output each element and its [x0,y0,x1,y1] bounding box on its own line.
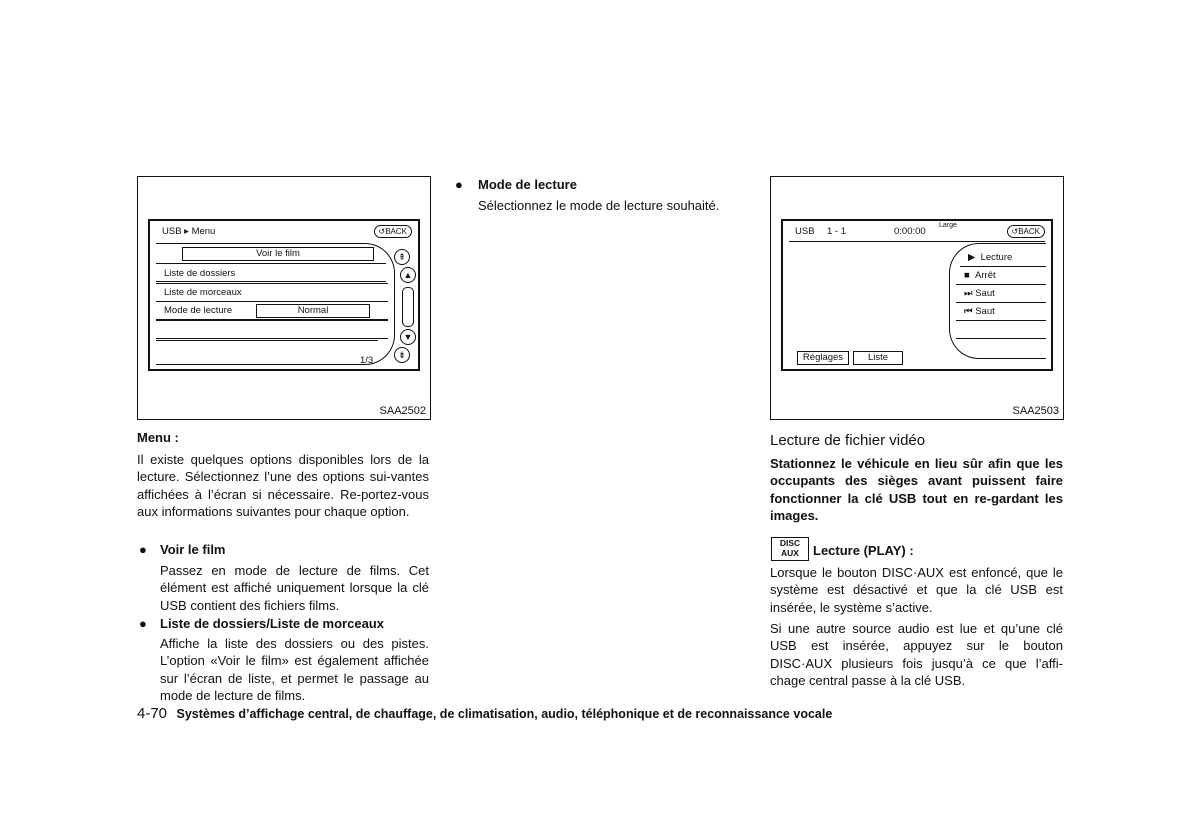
menu-row-mode-lecture[interactable]: Mode de lecture Normal [156,301,388,320]
track-label: 1 - 1 [827,226,847,237]
bullet-mode-lecture-title: Mode de lecture [478,177,577,192]
source-label: USB [795,226,815,237]
section-title: Lecture de fichier vidéo [770,432,926,449]
chapter-title: Systèmes d’affichage central, de chauffage, de climatisation, audio, téléphonique et de reconnaissance vocale [176,707,833,721]
skip-next-icon: ⏭ [964,288,973,299]
bullet-liste-text: Affiche la liste des dossiers ou des pistes. L’option «Voir le film» est également affichée sur l’écran de liste, et permet le passage au mode de lecture de films. [160,636,429,704]
menu-list-frame [156,243,395,365]
bullet-dot: ● [455,177,463,192]
voir-le-film-item[interactable]: Voir le film [182,247,374,261]
back-button[interactable]: ↺BACK [1007,225,1046,238]
page-number: 4-70 [137,705,168,722]
figure-code: SAA2502 [379,405,426,417]
back-button[interactable]: ↺BACK [374,225,413,238]
play-paragraph-1: Lorsque le bouton DISC·AUX est enfoncé, que le système est désactivé et que la clé USB est insérée, le système s’active. [770,565,1063,615]
menu-paragraph: Il existe quelques options disponibles lors de la lecture. Sélectionnez l’une des options sui-vantes affichées à l’écran si nécessaire. Re-portez-vous aux informations suivantes pour chaque option. [137,452,429,520]
control-saut-prev[interactable]: ⏮ Saut [956,303,1046,321]
menu-row-empty [156,320,388,339]
skip-prev-icon: ⏮ [964,306,973,317]
normal-value-box[interactable]: Normal [256,304,370,318]
time-label: 0:00:00 [894,226,926,237]
control-lecture[interactable]: ▶ Lecture [960,249,1046,267]
page-indicator: 1/3 [360,355,374,366]
warning-text: Stationnez le véhicule en lieu sûr afin que les occupants des sièges avant puissent faire fonctionner la clé USB tout en re-gardant les images. [770,456,1063,524]
bullet-dot: ● [139,542,147,557]
figure-usb-menu [137,176,431,420]
control-saut-next[interactable]: ⏭ Saut [956,285,1046,303]
play-paragraph-2: Si une autre source audio est lue et qu’une clé USB est insérée, appuyez sur le bouton DISC·AUX plusieurs fois jusqu’à ce que l’affi-chage central passe à la clé USB. [770,621,1063,689]
bullet-liste-title: Liste de dossiers/Liste de morceaux [160,616,384,631]
menu-row-empty [156,340,378,358]
bullet-dot: ● [139,616,147,631]
page-footer [137,705,832,722]
figure-video-playback [770,176,1064,420]
scroll-bottom-icon[interactable]: ⇟ [394,347,410,363]
menu-row-liste-dossiers[interactable]: Liste de dossiers [164,268,236,279]
bullet-mode-lecture-text: Sélectionnez le mode de lecture souhaité. [478,198,720,213]
figure-code: SAA2503 [1012,405,1059,417]
scroll-down-icon[interactable]: ▼ [400,329,416,345]
scroll-up-icon[interactable]: ▲ [400,267,416,283]
play-heading: Lecture (PLAY) : [813,543,914,558]
liste-button[interactable]: Liste [853,351,903,365]
bullet-voir-le-film-title: Voir le film [160,542,226,557]
video-screen [781,219,1053,371]
back-arrow-icon: ↺ [1011,227,1019,236]
back-arrow-icon: ↺ [378,227,386,236]
reglages-button[interactable]: Réglages [797,351,849,365]
screen-header-title: USB ▸ Menu [162,226,216,237]
scrollbar-track[interactable] [402,287,414,327]
menu-heading: Menu : [137,430,179,445]
mode-label: Large [939,222,957,229]
header-divider [789,241,1045,242]
control-panel [949,243,1046,359]
control-arret[interactable]: ■ Arrêt [956,267,1046,285]
menu-row-liste-morceaux[interactable]: Liste de morceaux [156,283,388,302]
bullet-voir-le-film-text: Passez en mode de lecture de films. Cet élément est affiché uniquement lorsque la clé USB contient des fichiers films. [160,563,429,613]
stop-icon: ■ [964,270,970,281]
control-empty [956,321,1046,339]
disc-aux-button-icon: DISC AUX [771,537,809,561]
scroll-top-icon[interactable]: ⇞ [394,249,410,265]
usb-menu-screen [148,219,420,371]
play-icon: ▶ [968,252,976,263]
